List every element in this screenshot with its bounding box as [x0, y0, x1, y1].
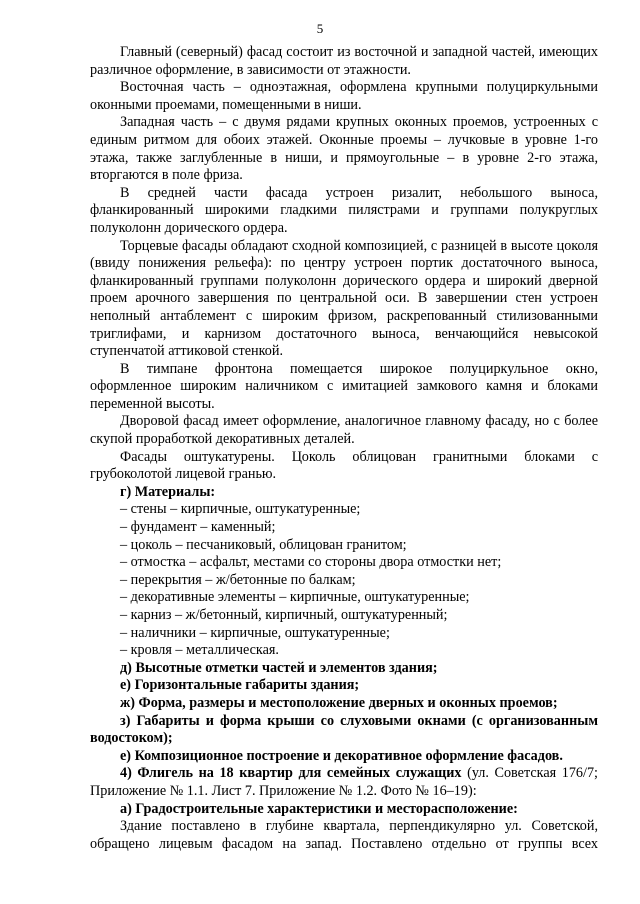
paragraph-risalit: В средней части фасада устроен ризалит, небольшого выноса, фланкированный широкими гладкими пилястрами и группами полукруглых полуколонн дорического ордера. — [90, 184, 598, 236]
item-4a-heading: а) Градостроительные характеристики и месторасположение: — [120, 800, 518, 817]
material-item: – декоративные элементы – кирпичные, оштукатуренные; — [120, 589, 470, 606]
item-4-title: 4) Флигель на 18 квартир для семейных служащих — [120, 765, 462, 782]
material-item: – стены – кирпичные, оштукатуренные; — [120, 501, 361, 518]
section-heading-openings: ж) Форма, размеры и местоположение дверных и оконных проемов; — [120, 694, 558, 711]
section-heading-composition: е) Композиционное построение и декоративное оформление фасадов. — [120, 747, 563, 764]
item-4-heading — [90, 765, 598, 800]
document-body — [90, 44, 598, 853]
section-heading-elevations: д) Высотные отметки частей и элементов здания; — [120, 659, 438, 676]
section-heading-dimensions: е) Горизонтальные габариты здания; — [120, 677, 360, 694]
material-item: – карниз – ж/бетонный, кирпичный, оштукатуренный; — [120, 607, 448, 623]
paragraph-east-part: Восточная часть – одноэтажная, оформлена крупными полуциркульными оконными проемами, помещенными в ниши. — [90, 79, 598, 113]
material-item: – цоколь – песчаниковый, облицован гранитом; — [120, 536, 407, 553]
paragraph-courtyard-facade: Дворовой фасад имеет оформление, аналогичное главному фасаду, но с более скупой проработкой декоративных деталей. — [90, 413, 598, 448]
page-number: 5 — [316, 21, 324, 36]
paragraph-tympanum: В тимпане фронтона помещается широкое полуциркульное окно, оформленное широким наличником с имитацией замкового камня и блоками переменной высоты. — [90, 360, 598, 412]
material-item: – перекрытия – ж/бетонные по балкам; — [120, 571, 356, 588]
material-item: – кровля – металлическая. — [120, 642, 279, 659]
section-heading-roof: з) Габариты и форма крыши со слуховыми окнами (с организованным водостоком); — [90, 712, 598, 747]
material-item: – наличники – кирпичные, оштукатуренные; — [120, 624, 390, 641]
item-4-reference: (ул. Советская 176/7; Приложение № 1.1. Лист 7. Приложение № 1.2. Фото № 16–19): — [90, 765, 598, 799]
paragraph-main-facade: Главный (северный) фасад состоит из восточной и западной частей, имеющих различное оформление, в зависимости от этажности. — [90, 44, 598, 78]
paragraph-plaster: Фасады оштукатурены. Цоколь облицован гранитными блоками с грубоколотой лицевой гранью. — [90, 448, 598, 483]
paragraph-building-location: Здание поставлено в глубине квартала, перпендикулярно ул. Советской, обращено лицевым фасадом на запад. Поставлено отдельно от группы всех — [90, 818, 598, 852]
paragraph-west-part: Западная часть – с двумя рядами крупных оконных проемов, устроенных с единым ритмом для обоих этажей. Оконные проемы – лучковые в уровне 1-го этажа, также заглубленные в ниши, и прямоугольные – в уровне 2-го этажа, вторгаются в поле фриза. — [90, 114, 598, 184]
material-item: – отмостка – асфальт, местами со стороны двора отмостки нет; — [120, 554, 502, 571]
material-item: – фундамент – каменный; — [120, 519, 276, 536]
paragraph-end-facades: Торцевые фасады обладают сходной композицией, с разницей в высоте цоколя (ввиду понижения рельефа): по центру устроен портик достаточного выноса, фланкированный группами полуколонн дорического ордера и широкий дверной проем арочного завершения по центральной оси. В завершении стен устроен неполный антаблемент с широким фризом, раскрепованный стилизованными триглифами, и карнизом достаточного выноса, венчающийся невысокой ступенчатой аттиковой стенкой. — [90, 237, 598, 360]
materials-heading: г) Материалы: — [120, 483, 216, 500]
